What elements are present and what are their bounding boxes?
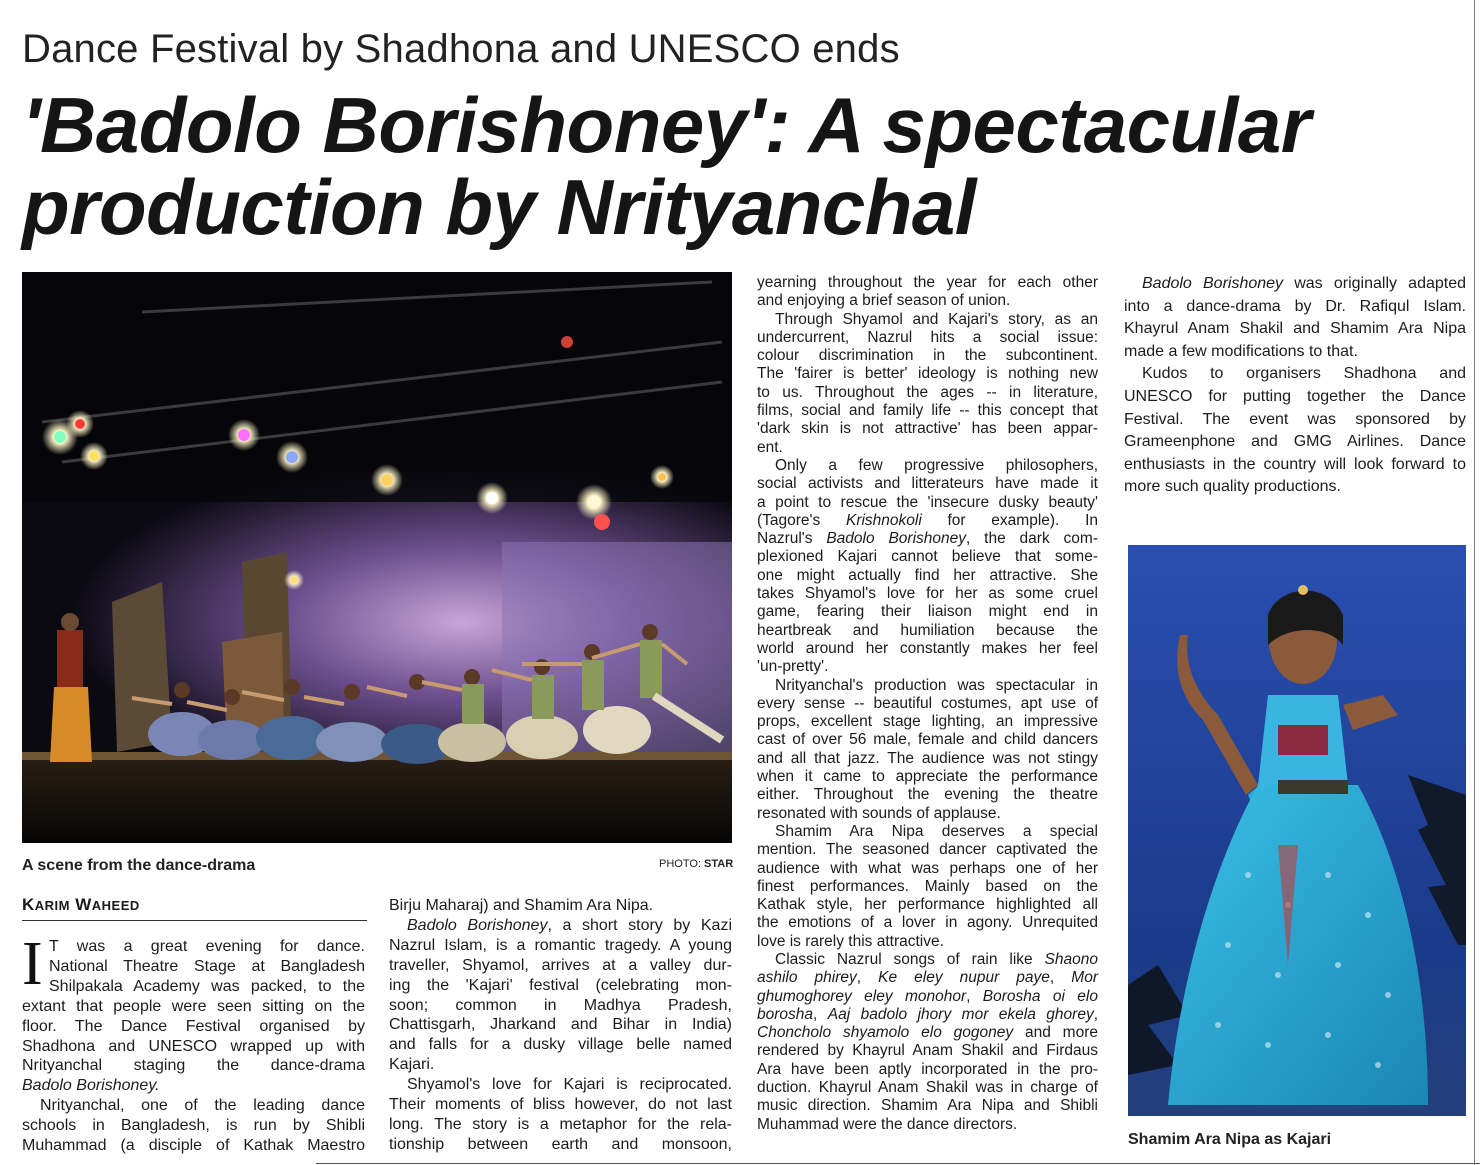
text-line: when it came to appreciate the performance <box>757 768 1098 786</box>
text-line: Ara have been aptly incorporated in the pro- <box>757 1060 1098 1078</box>
byline-first-rest: ARIM <box>34 898 70 913</box>
byline <box>22 895 140 915</box>
byline-last-rest: AHEED <box>91 898 140 913</box>
text-line: Badolo Borishoney. <box>22 1077 160 1095</box>
text-line: Muhammad were the dance directors. <box>757 1115 1018 1133</box>
text-line: 'dark skin is not attractive' has been appar- <box>757 420 1098 438</box>
text-line: Badolo Borishoney, a short story by Kazi <box>407 916 732 934</box>
text-line: ashilo phirey, Ke eley nupur paye, Mor <box>757 969 1098 987</box>
text-line: National Theatre Stage at Bangladesh <box>49 957 365 975</box>
right-page-rule <box>1474 0 1475 1165</box>
dancer-photo <box>1128 545 1466 1116</box>
text-line: Kudos to organisers Shadhona and <box>1142 365 1466 383</box>
text-line: Nrityanchal, one of the leading dance <box>40 1097 365 1115</box>
text-line: plexioned Kajari cannot believe that some- <box>757 548 1098 566</box>
photo-caption: A scene from the dance-drama <box>22 857 256 874</box>
text-line: Choncholo shyamolo elo gogoney and more <box>757 1024 1098 1042</box>
article-column-1 <box>22 937 365 1156</box>
byline-rule <box>22 920 367 921</box>
text-line: Kajari. <box>389 1056 435 1074</box>
photo-credit <box>659 858 733 870</box>
text-line: extant that people were seen sitting on the <box>22 997 365 1015</box>
kicker: Dance Festival by Shadhona and UNESCO ends <box>22 27 900 71</box>
text-line: world around her constantly makes her feel <box>757 639 1098 657</box>
text-line: ing the 'Kajari' festival (celebrating mon- <box>389 976 732 994</box>
text-line: and falls for a dusky village belle named <box>389 1036 732 1054</box>
text-line: heartbreak and humiliation because the <box>757 621 1098 639</box>
text-line: finest performances. Mainly based on the <box>757 877 1098 895</box>
text-line: Chattisgarh, Jharkand and Bihar in India) <box>389 1016 732 1034</box>
text-line: Grameenphone and GMG Airlines. Dance <box>1124 433 1466 451</box>
text-line: into a dance-drama by Dr. Rafiqul Islam. <box>1124 297 1466 315</box>
article-column-4 <box>1124 273 1466 499</box>
text-line: resonated with sounds of applause. <box>757 804 1001 822</box>
text-line: schools in Bangladesh, is run by Shibli <box>22 1117 365 1135</box>
text-line: undercurrent, Nazrul hits a social issue: <box>757 328 1098 346</box>
text-line: Their moments of bliss however, do not last <box>389 1096 732 1114</box>
text-line: mention. The seasoned dancer captivated the <box>757 841 1098 859</box>
byline-first-initial: K <box>22 895 35 914</box>
text-line: soon; common in Madhya Pradesh, <box>389 996 732 1014</box>
drop-cap: I <box>22 930 43 998</box>
text-line: music direction. Shamim Ara Nipa and Shibli <box>757 1097 1098 1115</box>
text-line: Nazrul Islam, is a romantic tragedy. A young <box>389 936 732 954</box>
text-line: Badolo Borishoney was originally adapted <box>1142 275 1467 292</box>
text-line: made a few modifications to that. <box>1124 342 1358 360</box>
text-line: Khayrul Anam Shakil and Shamim Ara Nipa <box>1124 320 1466 338</box>
text-line: borosha, Aaj badolo jhory mor ekela ghorey, <box>757 1005 1099 1023</box>
text-line: Birju Maharaj) and Shamim Ara Nipa. <box>389 897 654 914</box>
text-line: long. The story is a metaphor for the rela- <box>389 1115 732 1133</box>
text-line: game, fearing their liaison might end in <box>757 603 1098 621</box>
stage-photo <box>22 272 732 843</box>
text-line: duction. Khayrul Anam Shakil was in charge of <box>757 1079 1098 1097</box>
text-line: social activists and litterateurs have made it <box>757 475 1098 493</box>
text-line: Only a few progressive philosophers, <box>775 456 1098 474</box>
headline: 'Badolo Borishoney': A spectacular production by Nrityanchal <box>22 81 1311 251</box>
text-line: films, social and family life -- this concept that <box>757 402 1098 420</box>
text-line: either. Throughout the evening the theatre <box>757 786 1098 804</box>
text-line: floor. The Dance Festival organised by <box>22 1017 365 1035</box>
text-line: ent. <box>757 438 783 456</box>
text-line: Nrityanchal's production was spectacular in <box>775 676 1098 694</box>
photo-credit-source: STAR <box>704 858 734 870</box>
text-line: and all that jazz. The audience was not stingy <box>757 749 1098 767</box>
text-line: Muhammad (a disciple of Kathak Maestro <box>22 1137 365 1155</box>
text-line: every sense -- beautiful costumes, apt use of <box>757 694 1098 712</box>
text-line: props, excellent stage lighting, an impressive <box>757 713 1098 731</box>
bottom-page-rule <box>316 1163 1480 1164</box>
text-line: UNESCO for putting together the Dance <box>1124 387 1466 405</box>
text-line: more such quality productions. <box>1124 478 1341 496</box>
article-column-2 <box>389 896 732 1155</box>
text-line: the emotions of a lover in agony. Unrequited <box>757 914 1098 932</box>
text-line: enthusiasts in the country will look forward to <box>1124 455 1466 473</box>
text-line: rendered by Khayrul Anam Shakil and Firdaus <box>757 1042 1098 1060</box>
text-line: The 'fairer is better' ideology is nothing new <box>757 365 1098 383</box>
text-line: one might actually find her attractive. She <box>757 566 1098 584</box>
text-line: colour discrimination in the subcontinent. <box>757 347 1098 365</box>
dancer-photo-illustration <box>1128 545 1466 1116</box>
text-line: 'un-pretty'. <box>757 658 829 676</box>
text-line: love is rarely this attractive. <box>757 932 944 950</box>
text-line: Festival. The event was sponsored by <box>1124 410 1466 428</box>
text-line: T was a great evening for dance. <box>49 938 365 955</box>
text-line: Kathak style, her performance highlighted all <box>757 896 1098 914</box>
text-line: Through Shyamol and Kajari's story, as an <box>775 310 1098 328</box>
text-line: Shyamol's love for Kajari is reciprocated. <box>407 1076 732 1094</box>
text-line: Nazrul's Badolo Borishoney, the dark com- <box>757 530 1098 548</box>
text-line: ghumoghorey eley monohor, Borosha oi elo <box>757 987 1098 1005</box>
article-column-3 <box>757 274 1098 1134</box>
text-line: takes Shyamol's love for her as some cruel <box>757 585 1098 603</box>
text-line: Shilpakala Academy was packed, to the <box>49 977 365 995</box>
text-line: to us. Throughout the ages -- in literature, <box>757 383 1098 401</box>
text-line: cast of over 56 male, female and child dancers <box>757 731 1098 749</box>
text-line: and enjoying a brief season of union. <box>757 292 1011 310</box>
photo-credit-prefix: PHOTO: <box>659 858 701 870</box>
text-line: Classic Nazrul songs of rain like Shaono <box>775 950 1098 968</box>
text-line: yearning throughout the year for each other <box>757 274 1098 291</box>
text-line: a point to rescue the 'insecure dusky beauty' <box>757 493 1098 511</box>
text-line: traveller, Shyamol, arrives at a valley dur- <box>389 956 732 974</box>
byline-last-initial: W <box>75 895 92 914</box>
text-line: audience with what was perhaps one of her <box>757 859 1098 877</box>
text-line: (Tagore's Krishnokoli for example). In <box>757 511 1098 529</box>
stage-photo-illustration <box>22 272 732 843</box>
dancer-photo-caption: Shamim Ara Nipa as Kajari <box>1128 1131 1332 1148</box>
text-line: Nrityanchal staging the dance-drama <box>22 1057 365 1075</box>
text-line: Shadhona and UNESCO wrapped up with <box>22 1037 365 1055</box>
text-line: tionship between earth and monsoon, <box>389 1135 732 1153</box>
text-line: Shamim Ara Nipa deserves a special <box>775 822 1098 840</box>
